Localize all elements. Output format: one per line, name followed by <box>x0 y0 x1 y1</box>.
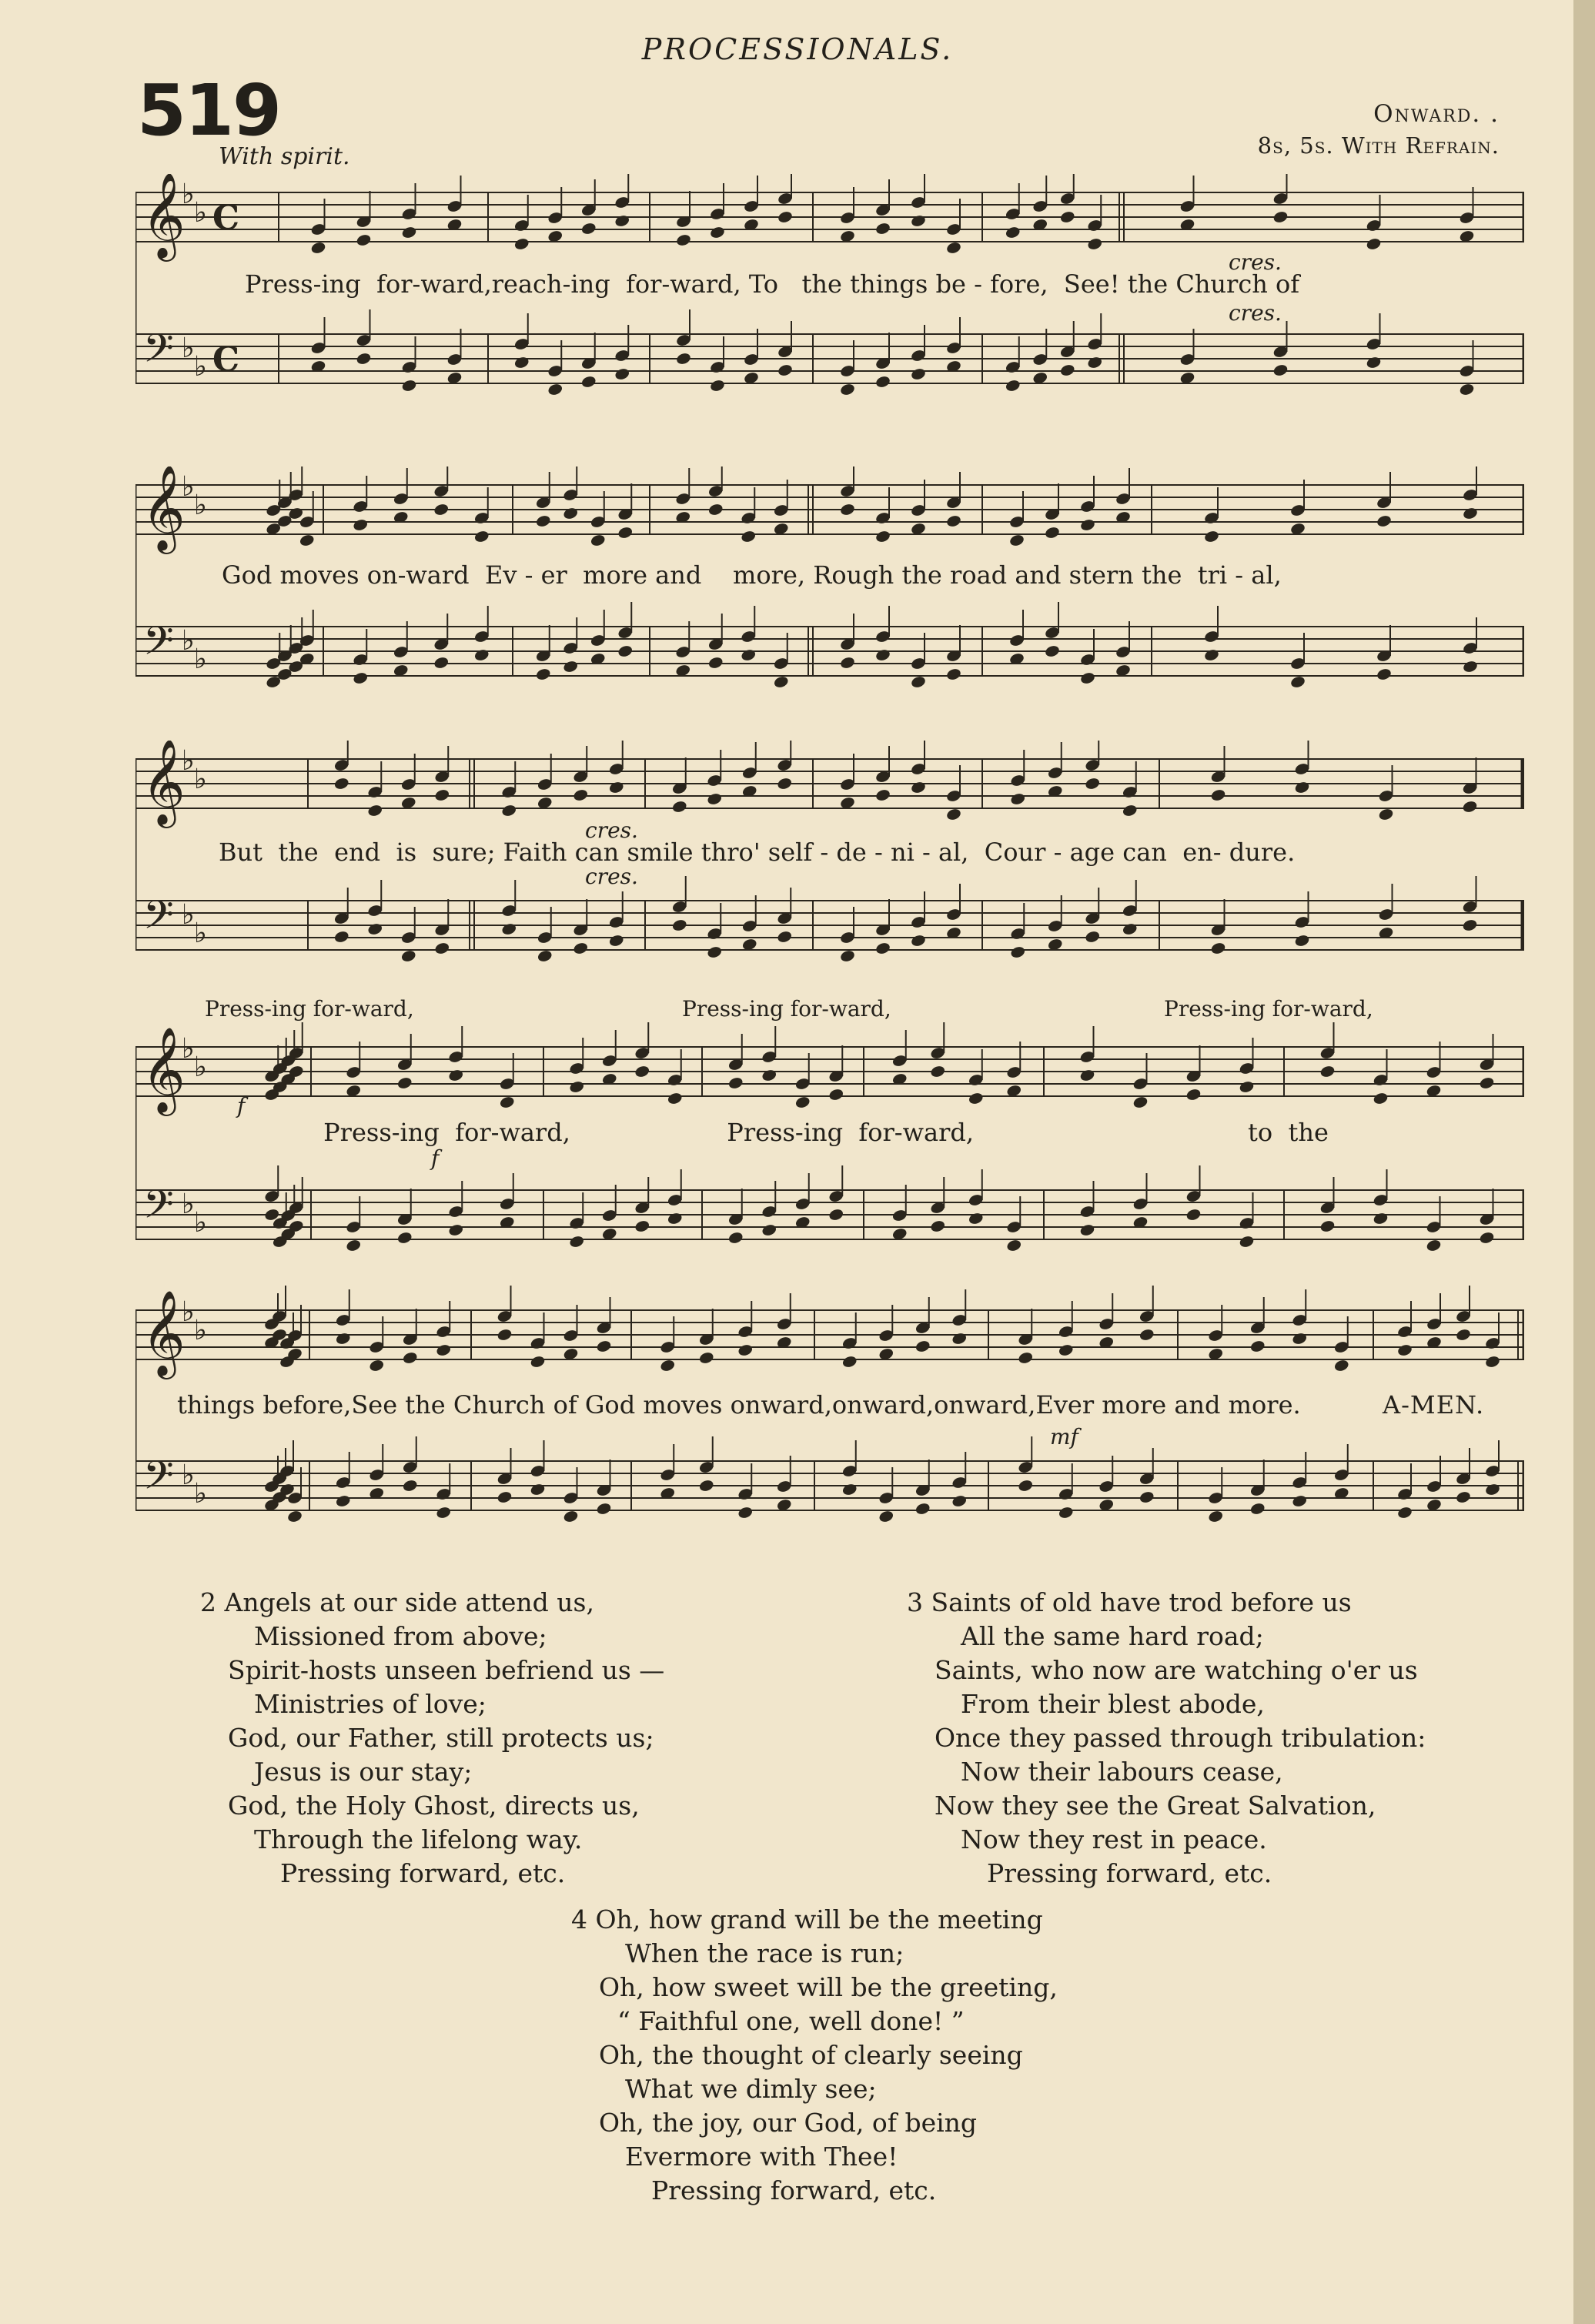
notehead <box>1426 1239 1442 1252</box>
notehead <box>573 788 589 802</box>
verse-number: 2 <box>200 1587 216 1617</box>
notehead <box>709 226 725 239</box>
notehead <box>1333 1359 1349 1373</box>
lyrics-system-2: God moves on-ward Ev - er more and more, Rough the road and stern the tri - al, <box>222 560 1282 590</box>
notehead <box>667 1092 683 1105</box>
flat-icon: ♭ <box>182 471 195 503</box>
score-system-1 <box>135 174 1524 439</box>
verse-2 <box>200 1586 664 1891</box>
notehead <box>910 214 926 228</box>
notehead <box>707 503 724 517</box>
bass-clef-icon: 𝄢 <box>143 325 174 381</box>
notehead <box>1366 237 1382 251</box>
notehead <box>1239 1080 1255 1094</box>
music-system-5 <box>135 1276 1524 1561</box>
notehead <box>563 1510 579 1523</box>
notehead <box>1366 356 1382 369</box>
notehead <box>497 1490 513 1504</box>
meter: 8s, 5s. With Refrain. <box>1257 132 1500 159</box>
notehead <box>1079 671 1095 685</box>
notehead <box>915 1339 931 1353</box>
verse-line: What we dimly see; <box>625 2074 877 2104</box>
notehead <box>1484 1483 1500 1496</box>
notehead <box>1085 777 1101 791</box>
notehead <box>1058 1506 1074 1520</box>
verse-line: Jesus is our stay; <box>254 1757 473 1787</box>
notehead <box>1378 808 1394 821</box>
cres-marking: cres. <box>1229 300 1282 326</box>
notehead <box>1122 804 1138 818</box>
notehead <box>1010 792 1026 806</box>
music-system-1 <box>135 174 1524 439</box>
notehead <box>535 514 551 528</box>
notehead <box>874 788 891 802</box>
cres-marking: cres. <box>585 864 638 889</box>
notehead <box>1210 788 1226 802</box>
notehead <box>874 941 891 955</box>
notehead <box>1272 210 1289 224</box>
notehead <box>1010 945 1026 959</box>
notehead <box>839 383 855 396</box>
notehead <box>910 367 926 381</box>
notehead <box>402 1479 418 1493</box>
notehead <box>727 1076 744 1090</box>
notehead <box>513 356 530 369</box>
notehead <box>436 1506 452 1520</box>
notehead <box>433 656 450 670</box>
flat-icon: ♭ <box>194 351 207 383</box>
upper-cue-3: Press-ing for-ward, <box>1164 996 1373 1022</box>
notehead <box>1319 1065 1336 1078</box>
notehead <box>400 949 416 963</box>
notehead <box>367 804 383 818</box>
notehead <box>563 507 579 520</box>
notehead <box>501 804 517 818</box>
verse-line: Oh, the thought of clearly seeing <box>599 2040 1023 2070</box>
notehead <box>777 210 793 224</box>
notehead <box>1249 1339 1266 1353</box>
notehead <box>707 792 723 806</box>
notehead <box>727 1231 744 1245</box>
notehead <box>596 1339 612 1353</box>
notehead <box>1396 1343 1413 1357</box>
notehead <box>356 233 372 247</box>
notehead <box>1018 1479 1034 1493</box>
notehead <box>777 363 793 377</box>
notehead <box>1208 1510 1224 1523</box>
notehead <box>1018 1351 1034 1365</box>
notehead <box>761 1068 777 1082</box>
notehead <box>930 1065 946 1078</box>
verse-line: God, our Father, still protects us; <box>228 1723 654 1753</box>
notehead <box>608 934 624 948</box>
notehead <box>436 1343 452 1357</box>
flat-icon: ♭ <box>194 644 207 675</box>
tune-name: Onward. . <box>1373 100 1500 128</box>
notehead <box>401 379 417 393</box>
notehead <box>874 648 891 662</box>
flat-icon: ♭ <box>194 197 207 229</box>
notehead <box>874 222 891 236</box>
notehead <box>367 922 383 936</box>
notehead <box>777 930 793 944</box>
notehead <box>1272 363 1289 377</box>
notehead <box>401 226 417 239</box>
notehead <box>617 644 634 658</box>
flat-icon: ♭ <box>182 1296 195 1328</box>
notehead <box>1122 922 1138 936</box>
notehead <box>310 241 326 255</box>
verse-line: Evermore with Thee! <box>625 2142 898 2172</box>
notehead <box>1462 507 1478 520</box>
notehead <box>1059 363 1075 377</box>
notehead <box>1210 941 1226 955</box>
notehead <box>698 1351 714 1365</box>
notehead <box>951 1494 968 1508</box>
verse-3 <box>907 1586 1426 1891</box>
notehead <box>1139 1328 1155 1342</box>
notehead <box>1289 675 1306 689</box>
notehead <box>1132 1095 1149 1109</box>
notehead <box>1185 1088 1202 1102</box>
lyrics-system-4: Press-ing for-ward, Press-ing for-ward, to the <box>135 1118 1329 1147</box>
notehead <box>930 1219 946 1233</box>
notehead <box>945 667 961 681</box>
notehead <box>1462 660 1478 674</box>
notehead <box>563 660 579 674</box>
notehead <box>335 1494 351 1508</box>
notehead <box>741 648 757 662</box>
notehead <box>353 518 369 532</box>
notehead <box>737 1506 754 1520</box>
notehead <box>1319 1219 1336 1233</box>
notehead <box>828 1208 844 1222</box>
notehead <box>513 237 530 251</box>
lyrics-system-3: But the end is sure; Faith can smile thro' self - de - ni - al, Cour - age can en- dure. <box>219 838 1296 867</box>
verse-line: Once they passed through tribulation: <box>935 1723 1426 1753</box>
notehead <box>1008 533 1025 547</box>
notehead <box>356 352 372 366</box>
verse-line: “ Faithful one, well done! ” <box>617 2006 965 2036</box>
verse-line: Through the lifelong way. <box>254 1824 583 1854</box>
notehead <box>839 656 855 670</box>
notehead <box>473 530 490 543</box>
notehead <box>1462 918 1478 932</box>
notehead <box>333 930 349 944</box>
forte-marking: f <box>237 1093 246 1119</box>
notehead <box>1087 356 1103 369</box>
notehead <box>596 1502 612 1516</box>
flat-icon: ♭ <box>182 745 195 777</box>
verse-4 <box>571 1903 1058 2208</box>
amen: A-MEN. <box>1383 1390 1485 1419</box>
notehead <box>945 241 961 255</box>
notehead <box>547 383 563 396</box>
verse-line: 4 Oh, how grand will be the meeting <box>571 1904 1043 1934</box>
notehead <box>1484 1355 1500 1369</box>
treble-clef-icon: 𝄞 <box>142 1289 186 1376</box>
upper-cue-2: Press-ing for-ward, <box>682 996 891 1022</box>
notehead <box>1459 383 1475 396</box>
flat-icon: ♭ <box>182 1189 195 1220</box>
notehead <box>1455 1328 1471 1342</box>
section-header: PROCESSIONALS. <box>641 32 954 66</box>
verse-line: Saints, who now are watching o'er us <box>935 1655 1418 1685</box>
bass-clef-icon: 𝄢 <box>143 891 174 948</box>
notehead <box>580 375 597 389</box>
flat-icon: ♭ <box>182 1033 195 1065</box>
lyrics-system-5: things before,See the Church of God moves onward,onward,onward,Ever more and more. <box>177 1390 1301 1419</box>
forte-marking: f <box>431 1145 440 1171</box>
verse-number: 4 <box>571 1904 587 1934</box>
verse-line: Ministries of love; <box>254 1689 487 1719</box>
notehead <box>667 1212 683 1226</box>
verse-line: When the race is run; <box>625 1938 905 1968</box>
notehead <box>777 777 793 791</box>
verse-line: Pressing forward, etc. <box>280 1858 566 1888</box>
flat-icon: ♭ <box>194 1478 207 1510</box>
notehead <box>1376 667 1392 681</box>
notehead <box>569 1235 585 1249</box>
notehead <box>569 1080 585 1094</box>
verse-line: Pressing forward, etc. <box>987 1858 1272 1888</box>
notehead <box>434 788 450 802</box>
flat-icon: ♭ <box>194 490 207 521</box>
cres-marking: cres. <box>585 818 638 843</box>
notehead <box>741 530 757 543</box>
bass-clef-icon: 𝄢 <box>143 617 174 674</box>
notehead <box>608 781 624 794</box>
tempo-marking: With spirit. <box>219 143 350 170</box>
notehead <box>675 352 691 366</box>
bass-clef-icon: 𝄢 <box>143 1452 174 1508</box>
notehead <box>1292 1332 1308 1346</box>
notehead <box>761 1223 777 1237</box>
notehead <box>535 667 551 681</box>
verse-number: 3 <box>907 1587 923 1617</box>
notehead <box>402 1351 418 1365</box>
common-time-icon: C <box>212 340 240 380</box>
treble-clef-icon: 𝄞 <box>142 1026 186 1112</box>
notehead <box>335 1332 351 1346</box>
notehead <box>737 1343 754 1357</box>
notehead <box>434 941 450 955</box>
notehead <box>346 1239 362 1252</box>
notehead <box>1079 518 1095 532</box>
notehead <box>396 1231 413 1245</box>
verse-line: Now they rest in peace. <box>961 1824 1267 1854</box>
notehead <box>433 503 450 517</box>
notehead <box>841 1483 858 1496</box>
hymn-number: 519 <box>137 69 281 152</box>
notehead <box>1079 1068 1095 1082</box>
notehead <box>1044 526 1060 540</box>
notehead <box>537 949 553 963</box>
notehead <box>671 918 687 932</box>
notehead <box>951 1332 968 1346</box>
notehead <box>634 1065 650 1078</box>
notehead <box>660 1359 676 1373</box>
notehead <box>1294 934 1310 948</box>
notehead <box>1373 1212 1389 1226</box>
cres-marking: cres. <box>1229 249 1282 275</box>
notehead <box>1079 1223 1095 1237</box>
notehead <box>910 781 926 794</box>
verse-line: Missioned from above; <box>254 1621 547 1651</box>
notehead <box>573 941 589 955</box>
notehead <box>707 656 724 670</box>
notehead <box>828 1088 844 1102</box>
mezzo-forte-marking: mf <box>1050 1424 1078 1450</box>
notehead <box>1239 1235 1255 1249</box>
notehead <box>794 1095 811 1109</box>
notehead <box>874 375 891 389</box>
notehead <box>1139 1490 1155 1504</box>
notehead <box>580 222 597 236</box>
verse-line: Now their labours cease, <box>961 1757 1283 1787</box>
verse-line: Now they see the Great Salvation, <box>935 1791 1376 1821</box>
flat-icon: ♭ <box>194 1315 207 1346</box>
notehead <box>1087 237 1103 251</box>
bass-clef-icon: 𝄢 <box>143 1181 174 1237</box>
notehead <box>333 777 349 791</box>
verse-line: All the same hard road; <box>961 1621 1264 1651</box>
notehead <box>945 808 961 821</box>
notehead <box>773 675 789 689</box>
notehead <box>1396 1506 1413 1520</box>
flat-icon: ♭ <box>182 899 195 931</box>
notehead <box>396 1076 413 1090</box>
notehead <box>910 675 926 689</box>
notehead <box>1294 781 1310 794</box>
notehead <box>530 1483 546 1496</box>
notehead <box>709 379 725 393</box>
notehead <box>617 526 634 540</box>
notehead <box>1085 930 1101 944</box>
treble-clef-icon: 𝄞 <box>142 741 186 824</box>
notehead <box>614 367 630 381</box>
notehead <box>671 800 687 814</box>
treble-clef-icon: 𝄞 <box>142 466 186 550</box>
notehead <box>1292 1494 1308 1508</box>
notehead <box>1479 1231 1495 1245</box>
notehead <box>353 671 369 685</box>
treble-clef-icon: 𝄞 <box>142 174 186 258</box>
music-system-4 <box>135 995 1524 1249</box>
lyrics-system-1: Press-ing for-ward,reach-ing for-ward, To the things be - fore, See! the Church of <box>245 269 1300 299</box>
verse-line: God, the Holy Ghost, directs us, <box>228 1791 640 1821</box>
flat-icon: ♭ <box>182 333 195 364</box>
verse-line: Spirit-hosts unseen befriend us — <box>228 1655 665 1685</box>
notehead <box>707 945 723 959</box>
notehead <box>839 949 855 963</box>
notehead <box>369 1359 385 1373</box>
verse-line: From their blest abode, <box>961 1689 1265 1719</box>
flat-icon: ♭ <box>182 1460 195 1491</box>
common-time-icon: C <box>212 199 240 238</box>
notehead <box>1249 1502 1266 1516</box>
notehead <box>1006 1239 1022 1252</box>
notehead <box>1455 1490 1471 1504</box>
verse-line: Pressing forward, etc. <box>651 2175 937 2205</box>
page-edge <box>1573 0 1595 2324</box>
notehead <box>497 1328 513 1342</box>
notehead <box>698 1479 714 1493</box>
notehead <box>448 1068 464 1082</box>
notehead <box>910 934 926 948</box>
notehead <box>634 1219 650 1233</box>
notehead <box>675 233 691 247</box>
notehead <box>1059 210 1075 224</box>
notehead <box>1058 1343 1074 1357</box>
music-system-3 <box>135 741 1524 975</box>
notehead <box>968 1092 984 1105</box>
notehead <box>299 533 315 547</box>
notehead <box>448 1223 464 1237</box>
notehead <box>1376 514 1392 528</box>
notehead <box>1203 530 1219 543</box>
notehead <box>501 922 517 936</box>
notehead <box>1185 1208 1202 1222</box>
notehead <box>878 1510 894 1523</box>
notehead <box>590 533 606 547</box>
verse-line: 2 Angels at our side attend us, <box>200 1587 594 1617</box>
music-system-2 <box>135 466 1524 697</box>
notehead <box>286 1510 303 1523</box>
verse-line: 3 Saints of old have trod before us <box>907 1587 1352 1617</box>
notehead <box>473 648 490 662</box>
flat-icon: ♭ <box>194 764 207 795</box>
notehead <box>1373 1092 1389 1105</box>
notehead <box>874 530 891 543</box>
verse-line: Oh, the joy, our God, of being <box>599 2108 978 2138</box>
notehead <box>1005 379 1021 393</box>
upper-cue-1: Press-ing for-ward, <box>205 996 414 1022</box>
notehead <box>915 1502 931 1516</box>
notehead <box>1005 226 1021 239</box>
notehead <box>1462 800 1478 814</box>
flat-icon: ♭ <box>182 625 195 657</box>
notehead <box>945 514 961 528</box>
notehead <box>1479 1076 1495 1090</box>
verse-line: Oh, how sweet will be the greeting, <box>599 1972 1058 2002</box>
flat-icon: ♭ <box>194 918 207 949</box>
notehead <box>1044 644 1060 658</box>
notehead <box>499 1095 515 1109</box>
flat-icon: ♭ <box>194 1052 207 1083</box>
flat-icon: ♭ <box>194 1207 207 1239</box>
notehead <box>614 214 630 228</box>
notehead <box>839 503 855 517</box>
notehead <box>1203 648 1219 662</box>
notehead <box>968 1212 984 1226</box>
notehead <box>841 1355 858 1369</box>
flat-icon: ♭ <box>182 179 195 210</box>
notehead <box>530 1355 546 1369</box>
